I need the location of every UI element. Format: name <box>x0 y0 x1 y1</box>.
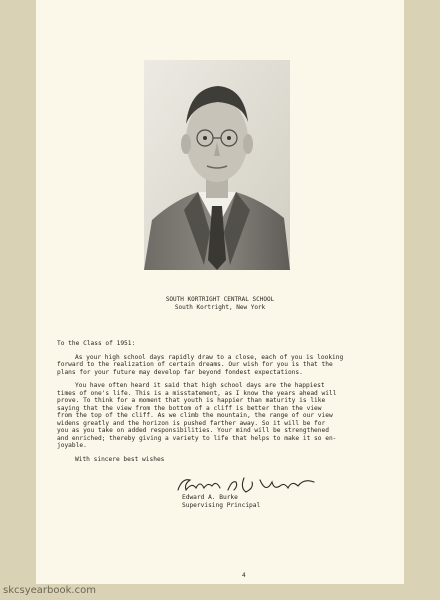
signer-info <box>182 494 260 510</box>
salutation: To the Class of 1951: <box>57 340 136 347</box>
page-number: 4 <box>242 572 246 579</box>
school-name: SOUTH KORTRIGHT CENTRAL SCHOOL <box>165 296 275 303</box>
letterhead <box>36 296 404 312</box>
handwritten-signature <box>174 474 324 496</box>
letter-paragraph-2: You have often heard it said that high school days are the happiest times of one's life. This is a misstatement, as I know the years ahead will prove. To think for a moment that youth is happier than maturity is like saying that the view from the bottom of a cliff is better than the view from the top of the cliff. As we climb the mountain, the range of our view widens greatly and the horizon is pushed farther away. So it will be for you as you take on added responsibilities. Your mind will be strengthened and enriched; thereby giving a variety to life that helps to make it so en- joyable. <box>57 382 337 449</box>
letter-body <box>57 340 397 467</box>
principal-portrait-photo <box>144 60 290 270</box>
school-location: South Kortright, New York <box>174 304 266 311</box>
site-watermark: skcsyearbook.com <box>3 585 96 596</box>
yearbook-page <box>36 0 404 584</box>
signer-name: Edward A. Burke <box>182 494 238 501</box>
portrait-illustration <box>144 60 290 270</box>
letter-paragraph-1: As your high school days rapidly draw to a close, each of you is looking forward to the realization of certain dreams. Our wish for you is that the plans for your future may develop far beyond fondest expectations. <box>57 353 344 376</box>
closing-line: With sincere best wishes <box>75 455 165 463</box>
signer-title: Supervising Principal <box>182 502 261 509</box>
